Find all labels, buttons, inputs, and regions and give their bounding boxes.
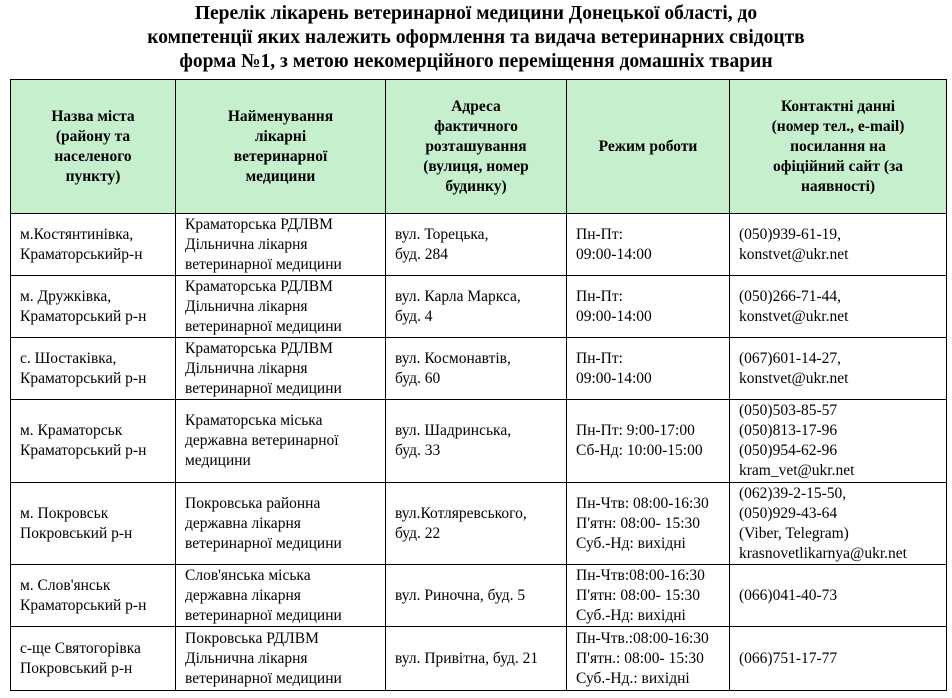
city-cell	[11, 565, 176, 627]
hospital-cell	[176, 400, 386, 483]
cell-line: м. Дружківка,	[20, 287, 112, 305]
cell-line: буд. 22	[395, 524, 441, 542]
cell-line: Покровський р-н	[20, 659, 133, 677]
cell-line: (066)041-40-73	[739, 586, 838, 604]
address-cell	[386, 338, 567, 400]
cell-line: 09:00-14:00	[576, 245, 652, 263]
cell-line: фактичного	[434, 117, 518, 135]
table-row	[11, 338, 947, 400]
cell-line: пункту)	[65, 167, 121, 185]
cell-line: розташування	[425, 137, 527, 155]
hospital-cell	[176, 276, 386, 338]
city-cell	[11, 214, 176, 276]
header-cell-contacts	[730, 80, 947, 214]
cell-line: konstvet@ukr.net	[739, 307, 849, 325]
cell-line: Сб-Нд: 10:00-15:00	[576, 442, 703, 459]
document-title	[0, 2, 952, 74]
cell-line: 09:00-14:00	[576, 369, 652, 387]
contacts-cell	[730, 565, 947, 627]
cell-line: (050)929-43-64	[739, 504, 838, 522]
cell-line: konstvet@ukr.net	[739, 369, 849, 387]
cell-line: Дільнична лікарня	[185, 235, 308, 253]
header-cell-city	[11, 80, 176, 214]
cell-line: krasnovetlikarnya@ukr.net	[739, 544, 907, 562]
address-cell	[386, 565, 567, 627]
cell-line: м. Краматорськ	[20, 422, 123, 439]
cell-line: Покровський р-н	[20, 524, 133, 542]
cell-line: с-ще Святогорівка	[20, 639, 141, 657]
cell-line: буд. 33	[395, 442, 441, 459]
city-cell	[11, 338, 176, 400]
header-cell-address	[386, 80, 567, 214]
schedule-cell	[567, 483, 730, 565]
cell-line: вул.Котляревського,	[395, 504, 527, 522]
cell-line: державна лікарня	[185, 586, 301, 604]
cell-line: буд. 284	[395, 245, 448, 263]
hospital-cell	[176, 214, 386, 276]
cell-line: лікарні	[254, 127, 307, 145]
cell-line: м. Покровськ	[20, 504, 109, 522]
cell-line: медицини	[245, 167, 316, 185]
table-row	[11, 276, 947, 338]
cell-line: kram_vet@ukr.net	[739, 462, 855, 479]
city-cell	[11, 483, 176, 565]
cell-line: (050)503-85-57	[739, 402, 838, 419]
cell-line: Адреса	[451, 97, 501, 115]
cell-line: П'ятн.: 08:00- 15:30	[576, 649, 704, 667]
schedule-cell	[567, 338, 730, 400]
cell-line: Покровська районна	[185, 494, 321, 512]
hospital-cell	[176, 565, 386, 627]
vet-hospitals-table	[10, 79, 947, 691]
address-cell	[386, 214, 567, 276]
cell-line: ветеринарної медицини	[185, 606, 342, 624]
cell-line: 09:00-14:00	[576, 307, 652, 325]
cell-line: ветеринарної медицини	[185, 255, 342, 273]
cell-line: Дільнична лікарня	[185, 649, 308, 667]
contacts-cell	[730, 400, 947, 483]
cell-line: Пн-Пт:	[576, 225, 623, 243]
table-row	[11, 565, 947, 627]
table-row	[11, 214, 947, 276]
cell-line: ветеринарної медицини	[185, 317, 342, 335]
cell-line: Краматорська РДЛВМ	[185, 339, 333, 357]
contacts-cell	[730, 338, 947, 400]
table-row	[11, 483, 947, 565]
city-cell	[11, 627, 176, 691]
cell-line: (067)601-14-27,	[739, 349, 842, 367]
address-cell	[386, 400, 567, 483]
cell-line: Краматорський р-н	[20, 442, 147, 459]
cell-line: наявності)	[800, 177, 876, 195]
cell-line: П'ятн: 08:00- 15:30	[576, 586, 701, 604]
cell-line: Слов'янська міська	[185, 566, 311, 584]
cell-line: (050)266-71-44,	[739, 287, 842, 305]
cell-line: konstvet@ukr.net	[739, 245, 849, 263]
cell-line: Краматорська міська	[185, 412, 323, 429]
schedule-cell	[567, 400, 730, 483]
schedule-cell	[567, 276, 730, 338]
cell-line: Суб.-Нд.: вихідні	[576, 669, 690, 687]
cell-line: населеного	[54, 147, 132, 165]
cell-line: Назва міста	[51, 107, 135, 125]
schedule-cell	[567, 214, 730, 276]
cell-line: вул. Шадринська,	[395, 422, 512, 439]
cell-line: Режим роботи	[598, 137, 698, 155]
cell-line: (062)39-2-15-50,	[739, 484, 847, 502]
cell-line: Пн-Пт:	[576, 287, 623, 305]
cell-line: офіційний сайт (за	[773, 157, 903, 175]
cell-line: Дільнична лікарня	[185, 359, 308, 377]
contacts-cell	[730, 214, 947, 276]
cell-line: (Viber, Telegram)	[739, 524, 849, 542]
cell-line: Краматорська РДЛВМ	[185, 215, 333, 233]
cell-line: Дільнична лікарня	[185, 297, 308, 315]
header-cell-hospital	[176, 80, 386, 214]
title-line-1: Перелік лікарень ветеринарної медицини Донецької області, до	[194, 3, 758, 24]
hospital-cell	[176, 338, 386, 400]
cell-line: вул. Космонавтів,	[395, 349, 511, 367]
cell-line: медицини	[185, 452, 251, 469]
cell-line: (району та	[55, 127, 131, 145]
cell-line: вул. Привітна, буд. 21	[395, 649, 539, 667]
cell-line: ветеринарної	[233, 147, 328, 165]
contacts-cell	[730, 276, 947, 338]
address-cell	[386, 276, 567, 338]
cell-line: Суб.-Нд: вихідні	[576, 534, 686, 552]
cell-line: с. Шостаківка,	[20, 349, 117, 367]
cell-line: Найменування	[227, 107, 334, 125]
title-line-2: компетенції яких належить оформлення та видача ветеринарних свідоцтв	[147, 27, 805, 48]
cell-line: Покровська РДЛВМ	[185, 629, 319, 647]
contacts-cell	[730, 627, 947, 691]
cell-line: (номер тел., e-mail)	[771, 117, 905, 135]
cell-line: Краматорський р-н	[20, 596, 147, 614]
cell-line: Пн-Пт:	[576, 349, 623, 367]
cell-line: Краматорський р-н	[20, 369, 147, 387]
city-cell	[11, 400, 176, 483]
cell-line: вул. Карла Маркса,	[395, 287, 521, 305]
cell-line: будинку)	[445, 177, 507, 195]
table-row	[11, 627, 947, 691]
cell-line: (066)751-17-77	[739, 649, 838, 667]
cell-line: Пн-Чтв: 08:00-16:30	[576, 494, 709, 512]
cell-line: Пн-Чтв.:08:00-16:30	[576, 629, 709, 647]
cell-line: ветеринарної медицини	[185, 534, 342, 552]
cell-line: Пн-Чтв:08:00-16:30	[576, 566, 705, 584]
cell-line: (050)813-17-96	[739, 422, 838, 439]
cell-line: буд. 4	[395, 307, 433, 325]
table-header-row	[11, 80, 947, 214]
cell-line: ветеринарної медицини	[185, 669, 342, 687]
cell-line: Контактні данні	[780, 97, 896, 115]
cell-line: державна лікарня	[185, 514, 301, 532]
cell-line: Краматорськийр-н	[20, 245, 143, 263]
header-cell-schedule	[567, 80, 730, 214]
cell-line: Суб.-Нд: вихідні	[576, 606, 686, 624]
cell-line: П'ятн: 08:00- 15:30	[576, 514, 701, 532]
cell-line: ветеринарної медицини	[185, 379, 342, 397]
cell-line: (050)954-62-96	[739, 442, 838, 459]
cell-line: вул. Торецька,	[395, 225, 489, 243]
cell-line: вул. Риночна, буд. 5	[395, 586, 526, 604]
cell-line: м.Костянтинівка,	[20, 225, 134, 243]
hospital-cell	[176, 483, 386, 565]
contacts-cell	[730, 483, 947, 565]
hospital-cell	[176, 627, 386, 691]
city-cell	[11, 276, 176, 338]
table-row	[11, 400, 947, 483]
address-cell	[386, 627, 567, 691]
address-cell	[386, 483, 567, 565]
cell-line: державна ветеринарної	[185, 432, 339, 449]
title-line-3: форма №1, з метою некомерційного переміщення домашніх тварин	[179, 51, 773, 72]
cell-line: Краматорський р-н	[20, 307, 147, 325]
cell-line: посилання на	[790, 137, 886, 155]
schedule-cell	[567, 627, 730, 691]
cell-line: буд. 60	[395, 369, 441, 387]
cell-line: (050)939-61-19,	[739, 225, 842, 243]
cell-line: Краматорська РДЛВМ	[185, 277, 333, 295]
schedule-cell	[567, 565, 730, 627]
cell-line: м. Слов'янськ	[20, 576, 111, 594]
cell-line: (вулиця, номер	[423, 157, 529, 175]
cell-line: Пн-Пт: 9:00-17:00	[576, 422, 695, 439]
